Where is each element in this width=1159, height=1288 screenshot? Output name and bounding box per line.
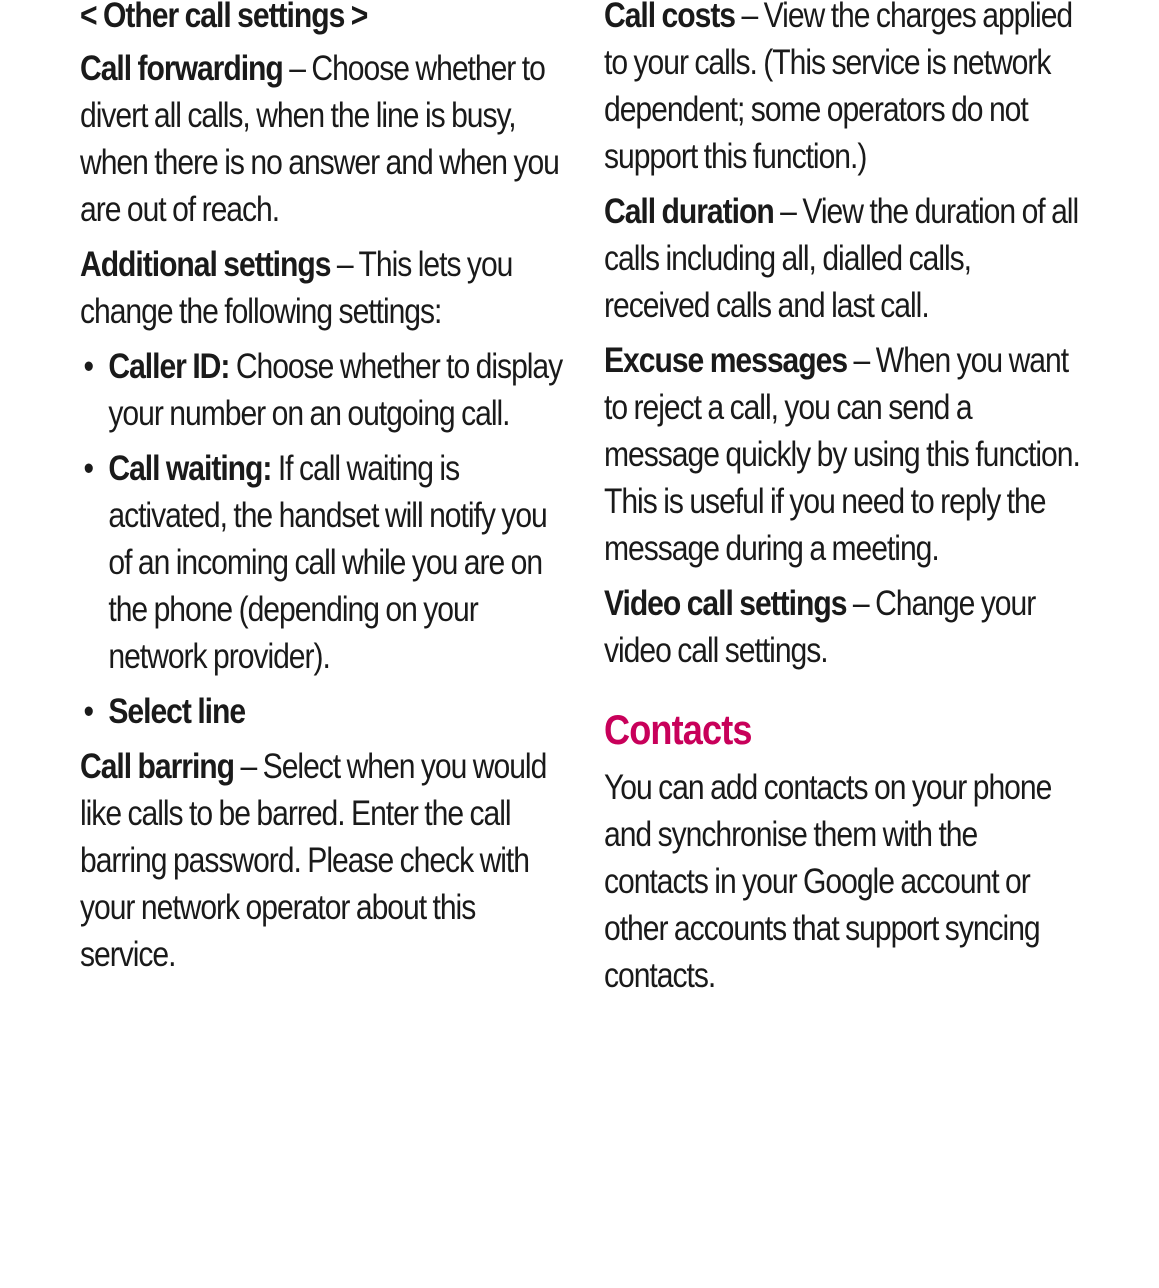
excuse-messages-term: Excuse messages (604, 341, 848, 380)
call-duration-text: – View the duration of all calls including all, dialled calls, received calls and last call. (604, 192, 1079, 325)
additional-settings-term: Additional settings (80, 245, 331, 284)
right-column (604, 0, 1084, 1007)
other-call-settings-heading: < Other call settings > (80, 0, 368, 35)
additional-settings-text: – This lets you change the following settings: (80, 245, 513, 331)
call-forwarding-term: Call forwarding (80, 49, 283, 88)
call-waiting-term: Call waiting: (108, 449, 272, 488)
bullet-icon: • (83, 347, 93, 386)
bullet-icon: • (83, 692, 93, 731)
call-costs-term: Call costs (604, 0, 736, 35)
call-duration-term: Call duration (604, 192, 774, 231)
call-barring-text: – Select when you would like calls to be barred. Enter the call barring password. Please check with your network operator about this service. (80, 747, 547, 974)
excuse-messages-paragraph (604, 337, 1083, 572)
bullet-call-waiting (80, 445, 564, 680)
contacts-paragraph: You can add contacts on your phone and synchronise them with the contacts in your Google account or other accounts that support syncing contacts. (604, 768, 1052, 995)
call-forwarding-paragraph (80, 45, 564, 233)
excuse-messages-text: – When you want to reject a call, you can send a message quickly by using this function. This is useful if you need to reply the message during a meeting. (604, 341, 1080, 568)
video-call-settings-term: Video call settings (604, 584, 847, 623)
call-barring-term: Call barring (80, 747, 235, 786)
caller-id-text: Choose whether to display your number on an outgoing call. (108, 347, 563, 433)
video-call-settings-paragraph (604, 580, 1083, 674)
bullet-caller-id (80, 343, 564, 437)
left-column (80, 0, 565, 986)
contacts-section-title: Contacts (604, 706, 752, 753)
additional-settings-list (80, 343, 564, 735)
call-costs-paragraph (604, 0, 1083, 180)
call-costs-text: – View the charges applied to your calls. (This service is network dependent; some operators do not support this function.) (604, 0, 1073, 176)
bullet-icon: • (83, 449, 93, 488)
bullet-select-line (80, 688, 564, 735)
call-duration-paragraph (604, 188, 1083, 329)
call-waiting-text: If call waiting is activated, the handset will notify you of an incoming call while you are on the phone (depending on your network provider). (108, 449, 547, 676)
video-call-settings-text: – Change your video call settings. (604, 584, 1036, 670)
call-barring-paragraph (80, 743, 564, 978)
call-forwarding-text: – Choose whether to divert all calls, when the line is busy, when there is no answer and when you are out of reach. (80, 49, 559, 229)
caller-id-term: Caller ID: (108, 347, 230, 386)
additional-settings-paragraph (80, 241, 564, 335)
select-line-term: Select line (108, 692, 246, 731)
